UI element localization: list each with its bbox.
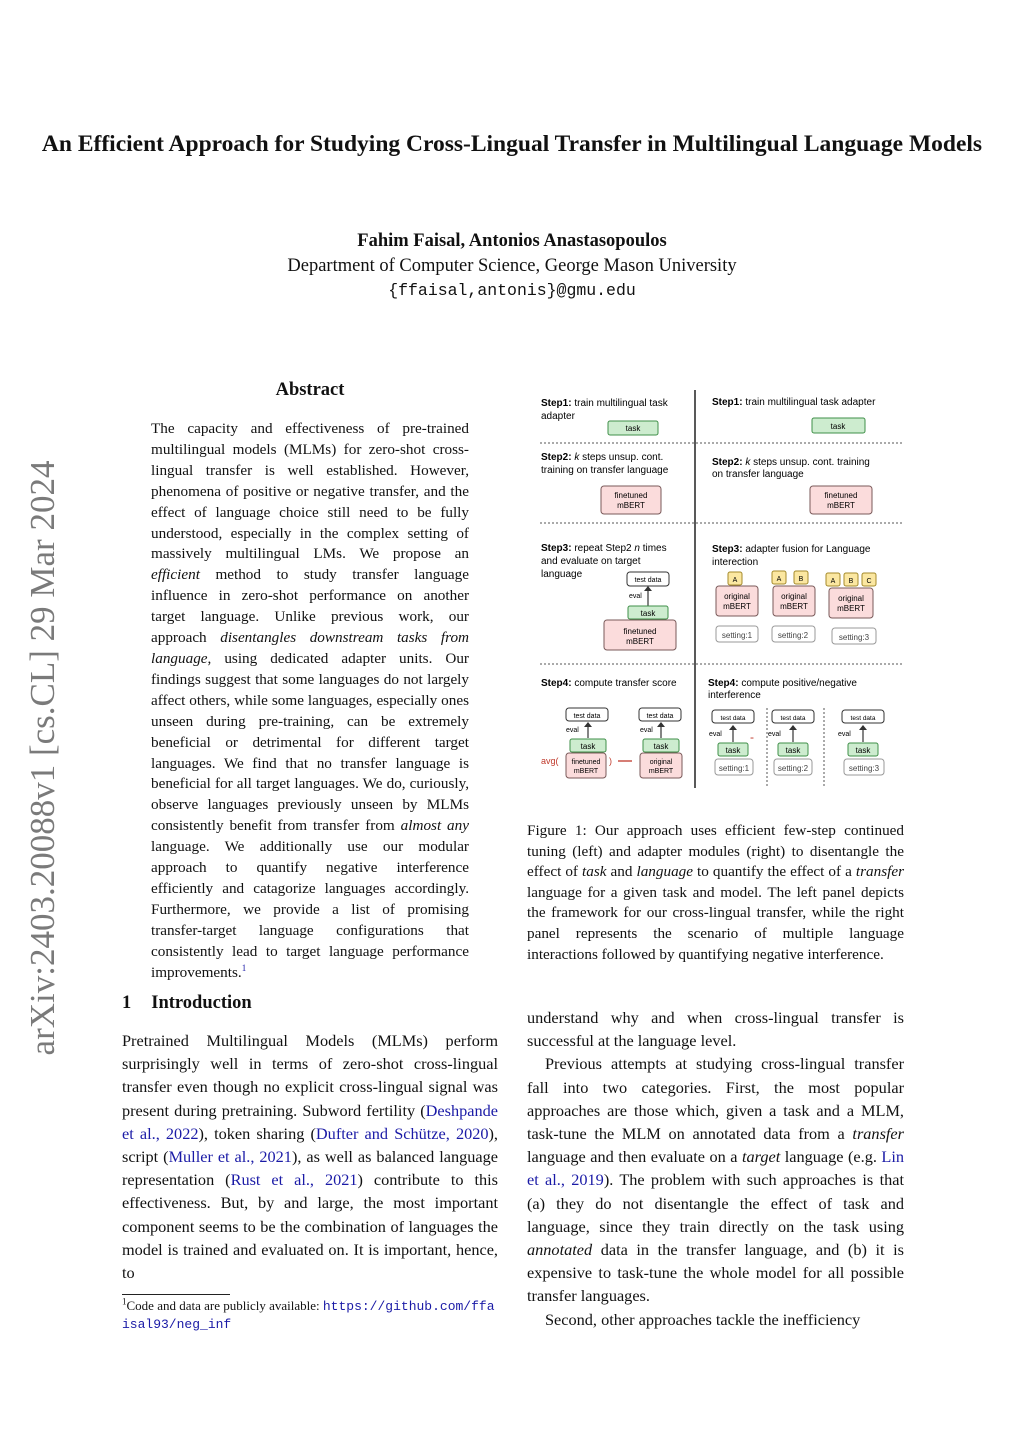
code-url-link[interactable]: https://github.com/ffaisal93/neg_inf <box>122 1299 495 1332</box>
svg-text:test data: test data <box>573 713 601 720</box>
svg-text:setting:3: setting:3 <box>848 764 880 773</box>
svg-text:and evaluate on target: and evaluate on target <box>541 556 641 567</box>
left-step4-label: Step4: compute transfer score <box>541 678 677 689</box>
citation-link[interactable]: Dufter and Schütze, 2020 <box>315 1123 489 1143</box>
svg-text:finetuned: finetuned <box>614 491 648 500</box>
svg-text:-: - <box>750 730 754 744</box>
svg-text:setting:3: setting:3 <box>838 633 870 642</box>
svg-text:language: language <box>541 569 583 580</box>
right-step2-text: on transfer language <box>712 469 804 480</box>
right-step4-label: Step4: compute positive/negative <box>708 678 857 689</box>
svg-text:A: A <box>776 576 782 583</box>
svg-text:B: B <box>798 576 804 583</box>
svg-text:mBERT: mBERT <box>723 602 751 611</box>
section-heading-introduction: 1 Introduction <box>122 993 252 1013</box>
citation-link[interactable]: Rust et al., 2021 <box>230 1170 358 1190</box>
citation-link[interactable]: Lin et al., 2019 <box>527 1147 905 1190</box>
svg-text:eval: eval <box>640 727 653 734</box>
left-step1-label: Step1: train multilingual task <box>541 398 668 409</box>
svg-text:mBERT: mBERT <box>573 768 599 775</box>
svg-text:finetuned: finetuned <box>571 759 601 766</box>
svg-text:test data: test data <box>720 715 746 722</box>
svg-text:original: original <box>649 759 673 766</box>
paragraph: understand why and when cross-lingual transfer is successful at the language level. <box>527 1008 904 1051</box>
svg-text:task: task <box>580 742 596 751</box>
svg-text:setting:2: setting:2 <box>777 764 809 773</box>
arxiv-sidebar <box>18 460 68 1055</box>
svg-text:eval: eval <box>566 727 579 734</box>
mbert-box <box>829 588 873 618</box>
svg-text:B: B <box>848 578 854 585</box>
svg-text:interection: interection <box>712 557 759 568</box>
svg-text:interference: interference <box>708 690 761 701</box>
svg-text:eval: eval <box>838 731 851 738</box>
svg-text:A: A <box>830 578 836 585</box>
abstract-heading: Abstract <box>275 380 345 400</box>
svg-text:finetuned: finetuned <box>623 627 657 636</box>
footnote: $^1$Code and data are publicly available: https://github.com/ffaisal93/neg_inf <box>122 1296 495 1332</box>
figure-1-caption: Figure 1: Our approach uses efficient few-step continued tuning (left) and adapter modules (right) to disentangle the effect of task and language to quantify the effect of a transfer language for a given task and model. The left panel depicts the framework for our cross-lingual transfer, while the right panel represents the scenario of multiple language interactions followed by quantifying negative interference. <box>527 822 904 963</box>
svg-text:task: task <box>785 746 801 755</box>
svg-text:eval: eval <box>768 731 781 738</box>
footnote-marker[interactable]: 1 <box>241 962 247 973</box>
svg-text:eval: eval <box>629 593 642 600</box>
avg-label: avg( <box>541 756 559 766</box>
right-step1-label: Step1: train multilingual task adapter <box>712 397 876 408</box>
svg-text:finetuned: finetuned <box>824 491 858 500</box>
svg-text:test data: test data <box>646 713 674 720</box>
paragraph: Second, other approaches tackle the inefficiency <box>545 1309 861 1329</box>
left-step1-text: adapter <box>541 411 575 422</box>
svg-text:A: A <box>732 577 738 584</box>
svg-text:setting:1: setting:1 <box>721 631 753 640</box>
left-step3-label: Step3: repeat Step2 n times <box>541 543 667 554</box>
svg-text:setting:2: setting:2 <box>777 631 809 640</box>
mbert-box <box>716 586 758 616</box>
svg-text:test data: test data <box>634 577 662 584</box>
task-label: task <box>625 424 641 433</box>
mbert-box <box>773 586 815 616</box>
footnote-rule <box>122 1294 230 1295</box>
email: {ffaisal,antonis}@gmu.edu <box>388 281 636 300</box>
left-step2-label: Step2: k steps unsup. cont. <box>541 452 664 463</box>
task-label: task <box>830 422 846 431</box>
svg-text:mBERT: mBERT <box>648 768 674 775</box>
paragraph: Previous attempts at studying cross-lingual transfer fall into two categories. First, the most popular approaches are those which, given a task and a MLM, task-tune the MLM on annotated data from a transfer language and then evaluate on a target language (e.g. Lin et al., 2019). The problem with such approaches is that (a) they do not disentangle the effect of task and language, since they train directly on the task using annotated data in the transfer language, and (b) it is expensive to task-tune the whole model for all possible transfer languages. <box>527 1054 905 1306</box>
authors: Fahim Faisal, Antonios Anastasopoulos <box>357 231 667 251</box>
svg-text:mBERT: mBERT <box>827 501 855 510</box>
svg-text:original: original <box>781 592 807 601</box>
svg-text:mBERT: mBERT <box>837 604 865 613</box>
affiliation: Department of Computer Science, George Mason University <box>287 256 737 276</box>
svg-text:mBERT: mBERT <box>617 501 645 510</box>
svg-text:C: C <box>866 578 872 585</box>
svg-text:task: task <box>725 746 741 755</box>
svg-text:original: original <box>838 594 864 603</box>
svg-text:task: task <box>653 742 669 751</box>
svg-text:task: task <box>855 746 871 755</box>
svg-text:test data: test data <box>780 715 806 722</box>
svg-text:setting:1: setting:1 <box>718 764 750 773</box>
citation-link[interactable]: Deshpande et al., 2022 <box>122 1100 498 1143</box>
svg-text:): ) <box>609 756 612 766</box>
abstract-body: The capacity and effectiveness of pre-trained multilingual models (MLMs) for zero-shot cross-lingual transfer is well established. However, phenomena of positive or negative transfer, and the effect of language choice still need to be fully understood, especially in the complex setting of massively multilingual LMs. We propose an efficient method to study transfer language influence in zero-shot performance on another target language. Unlike previous work, our approach disentangles downstream tasks from language, using dedicated adapter units. Our findings suggest that some languages do not largely affect others, while some languages, especially ones unseen during pre-training, can be extremely beneficial or detrimental for different target languages. We find that no transfer language is beneficial for all target languages. We do, curiously, observe languages previously unseen by MLMs consistently benefit from transfer from almost any language. We additionally use our modular approach to quantify negative interference efficiently and catagorize languages accordingly. Furthermore, we provide a list of promising transfer-target language configurations that consistently lead to target language performance improvements.$^1$ <box>151 420 470 981</box>
arxiv-id: arXiv:2403.20088v1 [cs.CL] 29 Mar 2024 <box>23 460 62 1055</box>
svg-text:mBERT: mBERT <box>780 602 808 611</box>
intro-paragraph: Pretrained Multilingual Models (MLMs) perform surprisingly well in terms of zero-shot cross-lingual transfer even though no explicit cross-lingual signal was present during pretraining. Subword fertility (Deshpande et al., 2022), token sharing (Dufter and Schütze, 2020), script (Muller et al., 2021), as well as balanced language representation (Rust et al., 2021) contribute to this effectiveness. But, by and large, the most important component seems to be the combination of languages the model is trained and evaluated on. It is important, hence, to <box>122 1031 499 1283</box>
right-step2-label: Step2: k steps unsup. cont. training <box>712 457 870 468</box>
svg-text:mBERT: mBERT <box>626 637 654 646</box>
citation-link[interactable]: Muller et al., 2021 <box>168 1147 292 1167</box>
svg-text:test data: test data <box>850 715 876 722</box>
svg-text:task: task <box>640 609 656 618</box>
figure-1 <box>532 388 904 793</box>
svg-text:eval: eval <box>709 731 722 738</box>
right-step3-label: Step3: adapter fusion for Language <box>712 544 871 555</box>
svg-text:original: original <box>724 592 750 601</box>
paper-title: An Efficient Approach for Studying Cross-Lingual Transfer in Multilingual Language Models <box>41 131 983 157</box>
left-step2-text: training on transfer language <box>541 465 669 476</box>
right-column-text <box>527 1006 904 1331</box>
